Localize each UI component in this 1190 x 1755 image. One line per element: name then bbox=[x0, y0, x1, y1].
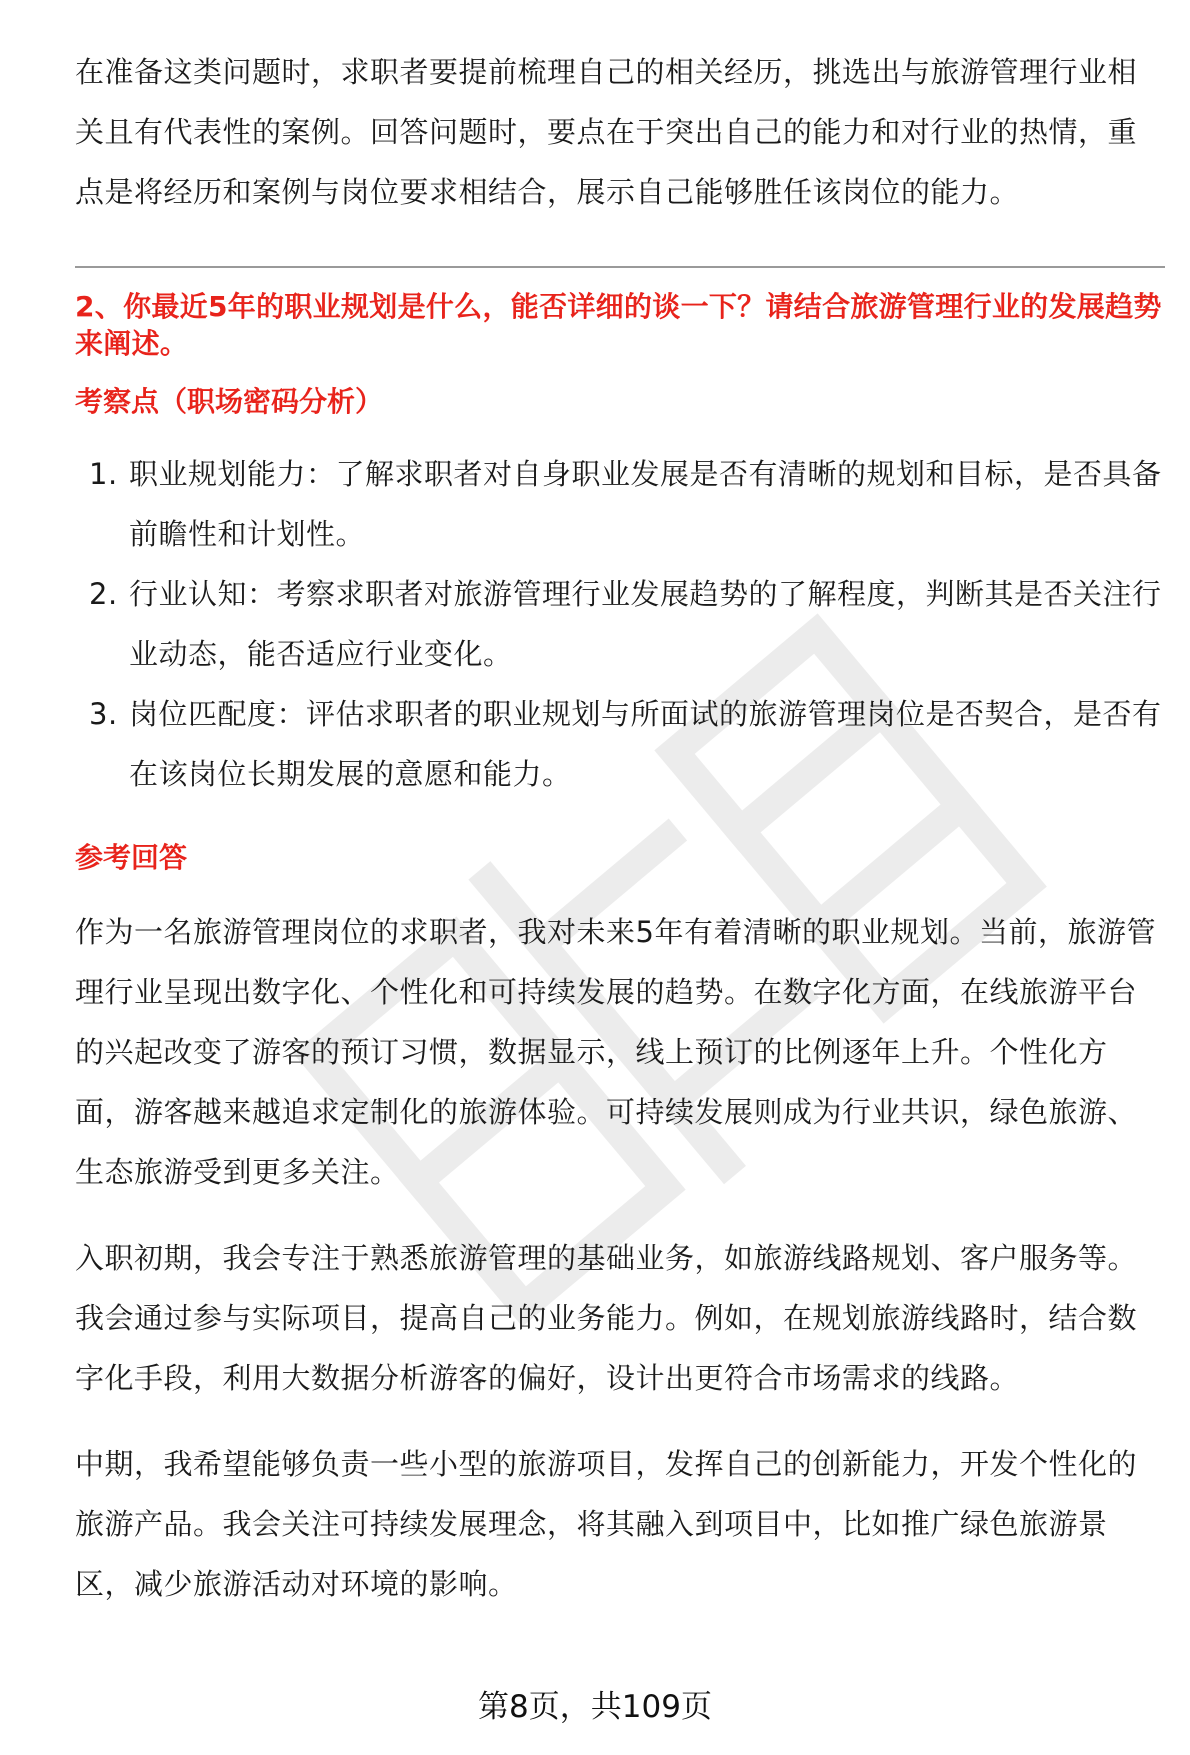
answer-paragraph: 作为一名旅游管理岗位的求职者，我对未来5年有着清晰的职业规划。当前，旅游管理行业呈现出数字化、个性化和可持续发展的趋势。在数字化方面，在线旅游平台的兴起改变了游客的预订习惯，数据显示，线上预订的比例逐年上升。个性化方面，游客越来越追求定制化的旅游体验。可持续发展则成为行业共识，绿色旅游、生态旅游受到更多关注。 bbox=[75, 915, 1156, 1189]
list-item-number: 2. bbox=[89, 577, 118, 611]
section-divider bbox=[75, 266, 1165, 268]
list-item-number: 3. bbox=[89, 697, 118, 731]
reference-heading: 参考回答 bbox=[75, 841, 188, 874]
list-item-text: 岗位匹配度：评估求职者的职业规划与所面试的旅游管理岗位是否契合，是否有在该岗位长期发展的意愿和能力。 bbox=[129, 697, 1162, 791]
answer-paragraph: 中期，我希望能够负责一些小型的旅游项目，发挥自己的创新能力，开发个性化的旅游产品。我会关注可持续发展理念，将其融入到项目中，比如推广绿色旅游景区，减少旅游活动对环境的影响。 bbox=[75, 1447, 1138, 1601]
list-item bbox=[75, 444, 1165, 564]
page-content bbox=[75, 42, 1165, 1614]
intro-paragraph: 在准备这类问题时，求职者要提前梳理自己的相关经历，挑选出与旅游管理行业相关且有代表性的案例。回答问题时，要点在于突出自己的能力和对行业的热情，重点是将经历和案例与岗位要求相结合，展示自己能够胜任该岗位的能力。 bbox=[75, 55, 1138, 209]
page-number-footer: 第8页，共109页 bbox=[478, 1689, 712, 1725]
answer-paragraph: 入职初期，我会专注于熟悉旅游管理的基础业务，如旅游线路规划、客户服务等。我会通过参与实际项目，提高自己的业务能力。例如，在规划旅游线路时，结合数字化手段，利用大数据分析游客的偏好，设计出更符合市场需求的线路。 bbox=[75, 1241, 1138, 1395]
list-item-text: 职业规划能力：了解求职者对自身职业发展是否有清晰的规划和目标，是否具备前瞻性和计划性。 bbox=[129, 457, 1162, 551]
list-item-number: 1. bbox=[89, 457, 118, 491]
list-item bbox=[75, 684, 1165, 804]
list-item bbox=[75, 564, 1165, 684]
list-item-text: 行业认知：考察求职者对旅游管理行业发展趋势的了解程度，判断其是否关注行业动态，能否适应行业变化。 bbox=[129, 577, 1162, 671]
question-heading: 2、你最近5年的职业规划是什么，能否详细的谈一下？请结合旅游管理行业的发展趋势来阐述。 bbox=[75, 290, 1162, 360]
assessment-heading: 考察点（职场密码分析） bbox=[75, 385, 384, 418]
assessment-list bbox=[75, 444, 1165, 804]
